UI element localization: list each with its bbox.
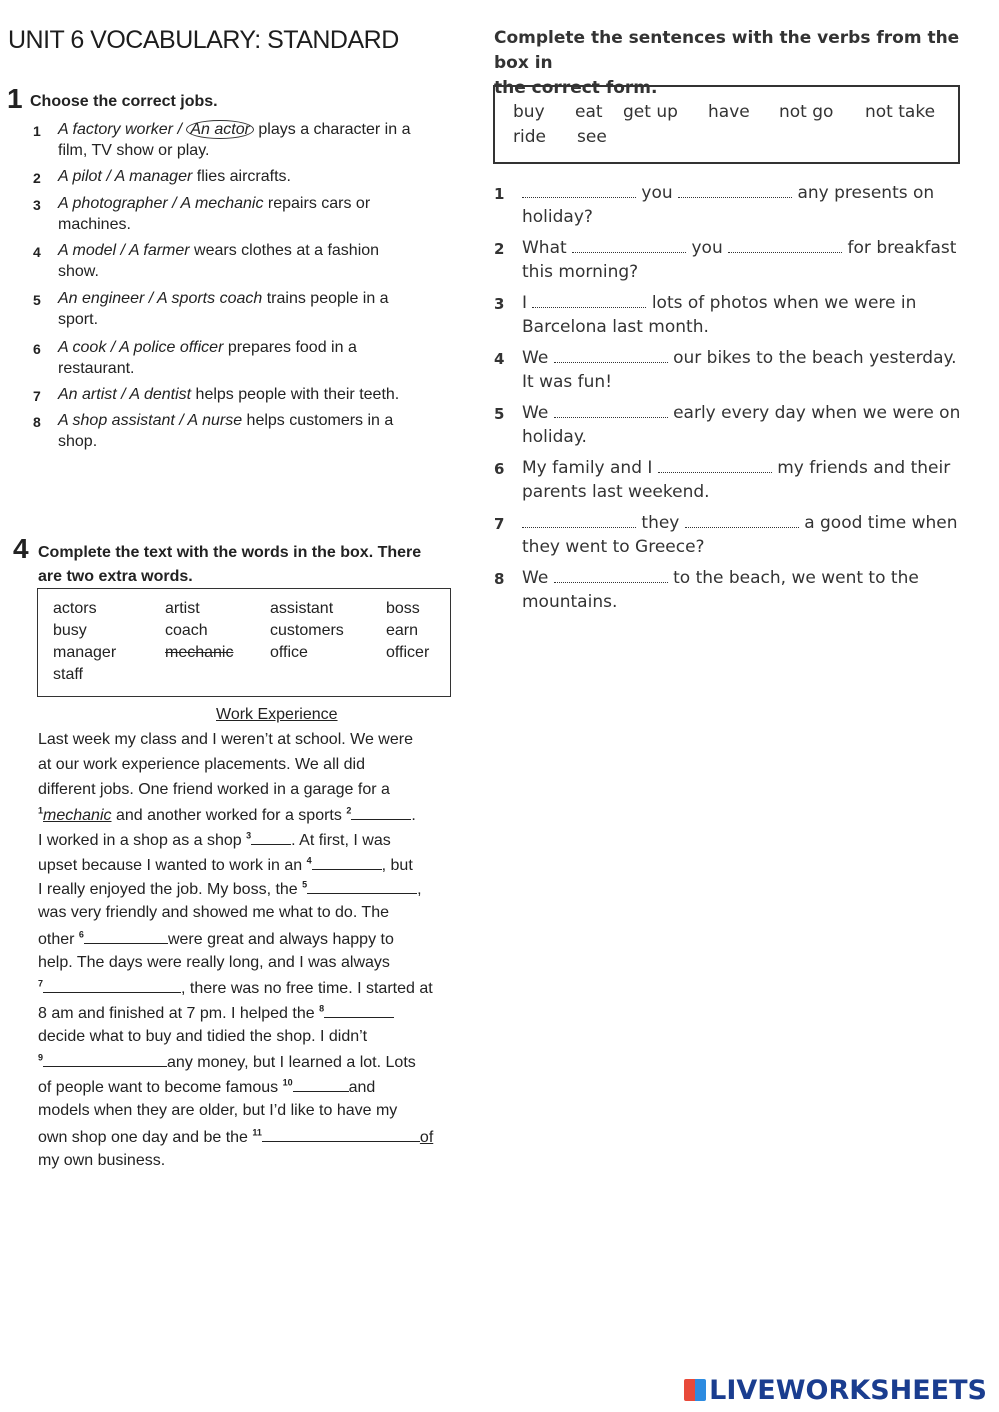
- verb-word: see: [577, 127, 607, 147]
- item-options: A pilot / A manager: [58, 168, 193, 185]
- story-line: at our work experience placements. We all did: [38, 756, 365, 773]
- question-text: you: [691, 238, 723, 258]
- item-options: A factory worker /: [58, 121, 182, 138]
- question-text: I: [522, 293, 528, 313]
- answer-gap[interactable]: [312, 855, 382, 870]
- exercise-1-number: 1: [7, 83, 23, 114]
- box-word: manager: [53, 644, 117, 661]
- heading-line-2: the correct form.: [494, 78, 658, 98]
- item-number: 3: [33, 197, 41, 213]
- box-word: earn: [386, 622, 419, 639]
- question-7: [522, 513, 958, 533]
- answer-blank[interactable]: [678, 183, 792, 198]
- item-text: plays a character in a: [258, 121, 411, 138]
- story-text-part: upset because I wanted to work in an: [38, 857, 303, 874]
- question-5: [522, 403, 960, 423]
- story-text-part: of people want to become famous: [38, 1079, 279, 1096]
- item-text: repairs cars or: [267, 195, 371, 212]
- item-text-cont: restaurant.: [58, 360, 135, 377]
- story-line: [38, 1052, 416, 1072]
- item-text-cont: sport.: [58, 311, 99, 328]
- item-text: trains people in a: [266, 290, 389, 307]
- answer-gap[interactable]: [293, 1077, 349, 1092]
- answer-blank[interactable]: [572, 238, 686, 253]
- heading-line-1: Complete the sentences with the verbs from the box in: [494, 28, 960, 73]
- box-word: busy: [53, 622, 87, 639]
- question-text: We: [522, 348, 549, 368]
- exercise-1-item-1: [58, 119, 458, 161]
- question-1-cont: holiday?: [522, 207, 593, 227]
- exercise-1-item-3: [58, 193, 458, 235]
- item-text-cont: film, TV show or play.: [58, 142, 210, 159]
- story-line: different jobs. One friend worked in a garage for a: [38, 781, 390, 798]
- exercise-4-number: 4: [13, 533, 29, 564]
- story-text-part: of: [419, 1129, 434, 1146]
- story-text-part: and: [348, 1079, 376, 1096]
- question-1: [522, 183, 934, 203]
- question-text: our bikes to the beach yesterday.: [673, 348, 957, 368]
- question-text: a good time when: [804, 513, 958, 533]
- question-text: for breakfast: [847, 238, 957, 258]
- story-text-part: ,: [417, 881, 422, 898]
- gap-number: 1: [38, 805, 44, 816]
- story-title: Work Experience: [216, 706, 338, 723]
- box-word: coach: [165, 622, 208, 639]
- question-4-cont: It was fun!: [522, 372, 613, 392]
- item-text: prepares food in a: [227, 339, 357, 356]
- question-number: 3: [494, 295, 505, 313]
- story-line: [38, 978, 433, 998]
- question-text: to the beach, we went to the: [673, 568, 919, 588]
- question-4: [522, 348, 957, 368]
- answer-gap[interactable]: [351, 805, 411, 820]
- item-number: 5: [33, 292, 41, 308]
- exercise-1-item-2: [58, 166, 458, 187]
- page-title: UNIT 6 VOCABULARY: STANDARD: [8, 26, 399, 54]
- item-number: 4: [33, 244, 41, 260]
- story-line: [38, 879, 422, 899]
- box-word: staff: [53, 666, 83, 683]
- box-word: actors: [53, 600, 97, 617]
- gap-number: 7: [38, 978, 44, 989]
- answer-gap[interactable]: [262, 1127, 420, 1142]
- question-number: 2: [494, 240, 505, 258]
- answer-gap[interactable]: [84, 929, 168, 944]
- story-text-part: other: [38, 931, 75, 948]
- question-7-cont: they went to Greece?: [522, 537, 705, 557]
- item-text: flies aircrafts.: [196, 168, 291, 185]
- story-text-part: I worked in a shop as a shop: [38, 832, 242, 849]
- box-word: customers: [270, 622, 344, 639]
- item-text-cont: shop.: [58, 433, 98, 450]
- item-options: A cook / A police officer: [58, 339, 224, 356]
- gap-number: 11: [252, 1127, 262, 1138]
- question-text: any presents on: [797, 183, 935, 203]
- exercise-1-item-6: [58, 337, 458, 379]
- answer-blank[interactable]: [554, 348, 668, 363]
- question-text: you: [641, 183, 673, 203]
- question-text: early every day when we were on: [673, 403, 961, 423]
- verb-box: [493, 85, 960, 164]
- question-6-cont: parents last weekend.: [522, 482, 710, 502]
- story-text-part: and another worked for a sports: [115, 807, 342, 824]
- story-line: [38, 830, 391, 850]
- item-options: A photographer / A mechanic: [58, 195, 264, 212]
- answer-blank[interactable]: [554, 568, 668, 583]
- item-number: 6: [33, 341, 41, 357]
- exercise-1-item-8: [58, 410, 458, 452]
- verb-word: ride: [513, 127, 546, 147]
- question-5-cont: holiday.: [522, 427, 587, 447]
- story-line: decide what to buy and tidied the shop. I didn’t: [38, 1028, 368, 1045]
- answer-blank[interactable]: [728, 238, 842, 253]
- question-2-cont: this morning?: [522, 262, 639, 282]
- story-line: was very friendly and showed me what to do. The: [38, 904, 389, 921]
- item-number: 1: [33, 123, 41, 139]
- exercise-4-heading-2: are two extra words.: [38, 568, 193, 585]
- answer-blank[interactable]: [658, 458, 772, 473]
- question-number: 8: [494, 570, 505, 588]
- liveworksheets-logo: [684, 1375, 987, 1406]
- story-text-part: 8 am and finished at 7 pm. I helped the: [38, 1005, 315, 1022]
- story-line: [38, 1077, 375, 1097]
- answer-blank[interactable]: [522, 183, 636, 198]
- word-box: [37, 588, 451, 697]
- question-text: lots of photos when we were in: [651, 293, 917, 313]
- item-number: 2: [33, 170, 41, 186]
- story-text-part: I really enjoyed the job. My boss, the: [38, 881, 298, 898]
- box-word: boss: [386, 600, 420, 617]
- item-number: 7: [33, 388, 41, 404]
- story-line: $^1$mechanic and another worked for a sports $^2$ .: [38, 805, 416, 824]
- question-number: 6: [494, 460, 505, 478]
- item-options: A model / A farmer: [58, 242, 190, 259]
- story-line: [38, 855, 413, 875]
- liveworksheets-icon: [684, 1379, 706, 1401]
- circled-answer: An actor: [186, 120, 254, 139]
- item-text: wears clothes at a fashion: [194, 242, 380, 259]
- question-text: What: [522, 238, 567, 258]
- answer-blank[interactable]: [554, 403, 668, 418]
- answer-blank[interactable]: [532, 293, 646, 308]
- gap-number: 3: [246, 830, 252, 841]
- box-word: office: [270, 644, 308, 661]
- item-text: helps customers in a: [246, 412, 394, 429]
- verb-word: get up: [623, 102, 678, 122]
- answer-gap[interactable]: [307, 879, 417, 894]
- answer-gap[interactable]: [251, 830, 291, 845]
- example-answer: mechanic: [43, 807, 112, 824]
- logo-text: LIVEWORKSHEETS: [709, 1375, 987, 1406]
- answer-blank[interactable]: [522, 513, 636, 528]
- question-text: my friends and their: [777, 458, 951, 478]
- question-3: [522, 293, 916, 313]
- question-2: [522, 238, 956, 258]
- item-options: A shop assistant / A nurse: [58, 412, 243, 429]
- question-text: they: [641, 513, 680, 533]
- gap-number: 6: [78, 929, 84, 940]
- story-line: my own business.: [38, 1152, 166, 1169]
- question-6: [522, 458, 950, 478]
- gap-number: 8: [319, 1003, 325, 1014]
- gap-number: 4: [306, 855, 312, 866]
- exercise-1-heading: Choose the correct jobs.: [30, 93, 218, 110]
- verb-word: buy: [513, 102, 545, 122]
- question-number: 7: [494, 515, 505, 533]
- box-word: artist: [165, 600, 200, 617]
- story-line: [38, 1003, 394, 1023]
- item-text-cont: machines.: [58, 216, 131, 233]
- item-options: An artist / A dentist: [58, 386, 192, 403]
- story-text-part: . At first, I was: [291, 832, 391, 849]
- story-line: help. The days were really long, and I was always: [38, 954, 390, 971]
- question-3-cont: Barcelona last month.: [522, 317, 709, 337]
- box-word-crossed: mechanic: [165, 644, 234, 661]
- gap-number: 2: [346, 805, 352, 816]
- verb-word: eat: [575, 102, 603, 122]
- exercise-4-heading-1: Complete the text with the words in the box. There: [38, 544, 422, 561]
- verb-word: not take: [865, 102, 936, 122]
- verb-word: have: [708, 102, 750, 122]
- gap-number: 9: [38, 1052, 44, 1063]
- question-number: 1: [494, 185, 505, 203]
- question-number: 5: [494, 405, 505, 423]
- question-number: 4: [494, 350, 505, 368]
- answer-gap[interactable]: [43, 978, 181, 993]
- exercise-1-item-5: [58, 288, 458, 330]
- story-text-part: own shop one day and be the: [38, 1129, 248, 1146]
- item-options: An engineer / A sports coach: [58, 290, 263, 307]
- item-number: 8: [33, 414, 41, 430]
- answer-gap[interactable]: [43, 1052, 167, 1067]
- gap-number: 5: [302, 879, 308, 890]
- question-8-cont: mountains.: [522, 592, 618, 612]
- box-word: officer: [386, 644, 430, 661]
- answer-blank[interactable]: [685, 513, 799, 528]
- question-text: We: [522, 403, 549, 423]
- story-line: models when they are older, but I’d like to have my: [38, 1102, 398, 1119]
- item-text-cont: show.: [58, 263, 99, 280]
- question-text: My family and I: [522, 458, 653, 478]
- exercise-1-item-4: [58, 240, 458, 282]
- gap-number: 10: [282, 1077, 293, 1088]
- story-text-part: were great and always happy to: [167, 931, 394, 948]
- question-text: We: [522, 568, 549, 588]
- answer-gap[interactable]: [324, 1003, 394, 1018]
- story-line: Last week my class and I weren’t at school. We were: [38, 731, 413, 748]
- question-8: [522, 568, 919, 588]
- story-text-part: , there was no free time. I started at: [181, 980, 433, 997]
- exercise-1-item-7: [58, 384, 458, 405]
- story-text-part: any money, but I learned a lot. Lots: [167, 1054, 416, 1071]
- verb-word: not go: [779, 102, 834, 122]
- story-text-part: , but: [381, 857, 413, 874]
- box-word: assistant: [270, 600, 334, 617]
- item-text: helps people with their teeth.: [195, 386, 400, 403]
- story-line: [38, 1127, 433, 1147]
- story-line: [38, 929, 394, 949]
